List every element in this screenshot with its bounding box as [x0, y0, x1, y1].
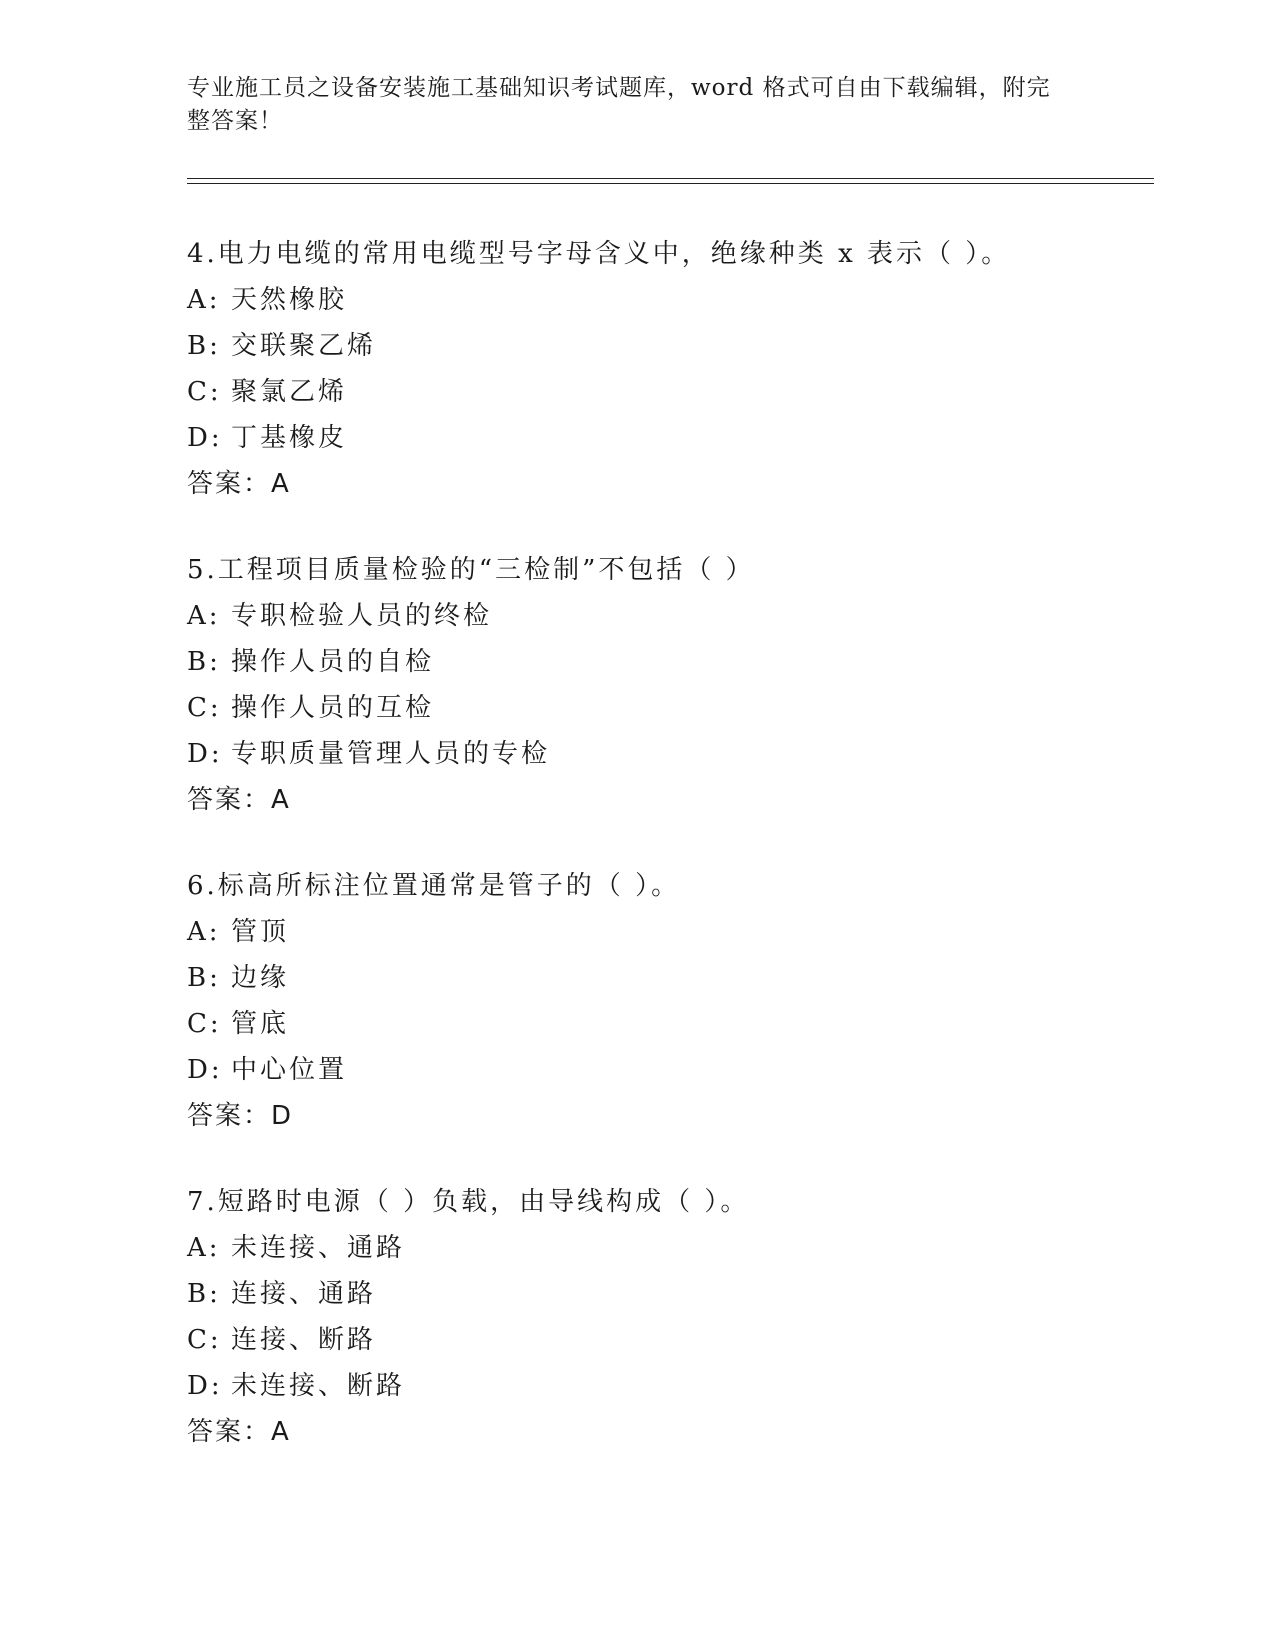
option-text: 连接、断路 — [231, 1325, 377, 1355]
option-letter: B: — [187, 963, 221, 993]
option-letter: D: — [187, 423, 223, 453]
option-letter: A: — [187, 601, 221, 631]
question-block — [187, 869, 1147, 1133]
option-b — [187, 645, 1147, 679]
option-text: 专职检验人员的终检 — [231, 601, 493, 631]
option-letter: B: — [187, 1279, 221, 1309]
header-rule-top — [187, 178, 1154, 179]
option-a — [187, 915, 1147, 949]
question-stem: 7.短路时电源（ ）负载，由导线构成（ ）。 — [187, 1187, 750, 1217]
document-intro: 专业施工员之设备安装施工基础知识考试题库，word 格式可自由下载编辑，附完整答案！ — [187, 75, 1051, 134]
option-b — [187, 961, 1147, 995]
option-text: 管顶 — [231, 917, 290, 947]
option-text: 天然橡胶 — [231, 285, 348, 315]
option-c — [187, 1323, 1147, 1357]
question-block — [187, 237, 1147, 501]
option-c — [187, 691, 1147, 725]
option-d — [187, 1053, 1147, 1087]
option-a — [187, 1231, 1147, 1265]
option-b — [187, 329, 1147, 363]
option-a — [187, 283, 1147, 317]
question-block — [187, 1185, 1147, 1449]
question-stem: 5.工程项目质量检验的“三检制”不包括（ ） — [187, 555, 755, 585]
option-letter: D: — [187, 1371, 223, 1401]
answer: 答案：A — [187, 1417, 291, 1447]
option-d — [187, 421, 1147, 455]
question-stem: 4.电力电缆的常用电缆型号字母含义中，绝缘种类 x 表示（ ）。 — [187, 239, 1011, 269]
option-c — [187, 375, 1147, 409]
option-letter: B: — [187, 331, 221, 361]
option-text: 未连接、断路 — [231, 1371, 406, 1401]
answer: 答案：A — [187, 469, 291, 499]
option-letter: D: — [187, 739, 223, 769]
option-text: 交联聚乙烯 — [231, 331, 377, 361]
option-c — [187, 1007, 1147, 1041]
option-text: 聚氯乙烯 — [231, 377, 348, 407]
option-a — [187, 599, 1147, 633]
option-letter: C: — [187, 1009, 222, 1039]
option-letter: C: — [187, 1325, 222, 1355]
option-text: 边缘 — [231, 963, 290, 993]
question-block — [187, 553, 1147, 817]
option-letter: C: — [187, 377, 222, 407]
header-rule-bottom — [187, 183, 1154, 184]
option-text: 操作人员的互检 — [231, 693, 435, 723]
option-d — [187, 1369, 1147, 1403]
option-letter: A: — [187, 917, 221, 947]
option-text: 中心位置 — [231, 1055, 348, 1085]
option-text: 操作人员的自检 — [231, 647, 435, 677]
option-text: 专职质量管理人员的专检 — [231, 739, 551, 769]
answer: 答案：D — [187, 1101, 294, 1131]
option-text: 连接、通路 — [231, 1279, 377, 1309]
option-text: 丁基橡皮 — [231, 423, 348, 453]
option-b — [187, 1277, 1147, 1311]
option-letter: A: — [187, 1233, 221, 1263]
question-stem: 6.标高所标注位置通常是管子的（ ）。 — [187, 871, 681, 901]
option-letter: C: — [187, 693, 222, 723]
option-text: 未连接、通路 — [231, 1233, 406, 1263]
option-letter: A: — [187, 285, 221, 315]
option-d — [187, 737, 1147, 771]
answer: 答案：A — [187, 785, 291, 815]
option-text: 管底 — [231, 1009, 290, 1039]
option-letter: B: — [187, 647, 221, 677]
option-letter: D: — [187, 1055, 223, 1085]
